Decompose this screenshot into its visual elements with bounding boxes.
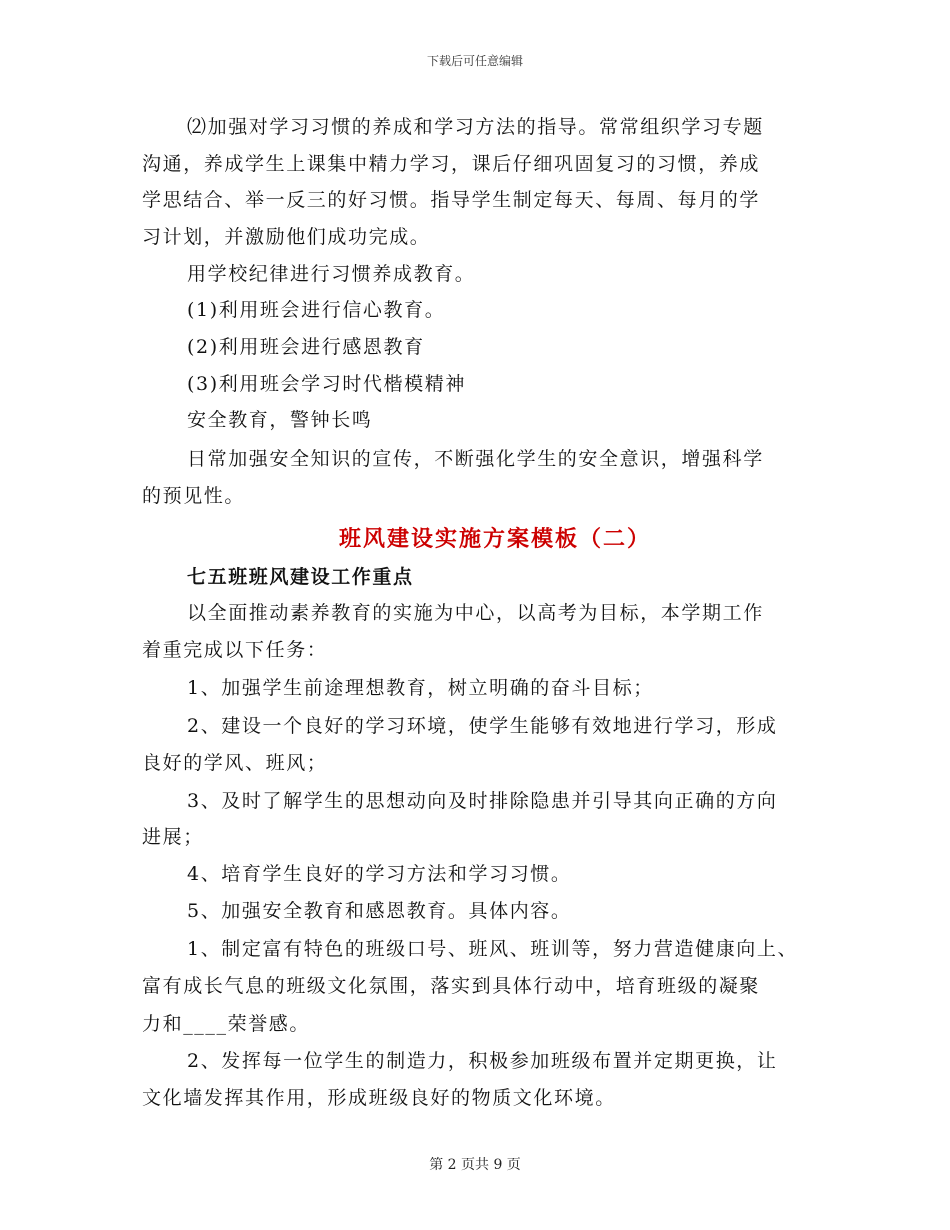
paragraph-line: 力和____荣誉感。 (142, 1013, 311, 1035)
paragraph-line: 安全教育，警钟长鸣 (187, 409, 373, 431)
paragraph-line: 用学校纪律进行习惯养成教育。 (187, 263, 476, 285)
paragraph-line: 的预见性。 (142, 485, 246, 507)
paragraph-line: 以全面推动素养教育的实施为中心，以高考为目标，本学期工作 (187, 602, 764, 624)
page-footer: 第 2 页共 9 页 (429, 1157, 521, 1173)
paragraph-line: 富有成长气息的班级文化氛围，落实到具体行动中，培育班级的凝聚 (142, 975, 761, 997)
paragraph-line: 1、加强学生前途理想教育，树立明确的奋斗目标； (187, 677, 654, 699)
subheading: 七五班班风建设工作重点 (187, 566, 414, 588)
paragraph-line: 5、加强安全教育和感恩教育。具体内容。 (187, 900, 572, 922)
paragraph-line: 1、制定富有特色的班级口号、班风、班训等，努力营造健康向上、 (187, 938, 799, 960)
paragraph-line: 2、建设一个良好的学习环境，使学生能够有效地进行学习，形成 (187, 715, 778, 737)
paragraph-line: 文化墙发挥其作用，形成班级良好的物质文化环境。 (142, 1087, 616, 1109)
paragraph-line: 习计划，并激励他们成功完成。 (142, 226, 431, 248)
paragraph-line: ⑵加强对学习习惯的养成和学习方法的指导。常常组织学习专题 (187, 116, 764, 138)
paragraph-line: 学思结合、举一反三的好习惯。指导学生制定每天、每周、每月的学 (142, 189, 761, 211)
paragraph-line: 着重完成以下任务： (142, 639, 328, 661)
paragraph-line: 日常加强安全知识的宣传，不断强化学生的安全意识，增强科学 (187, 448, 764, 470)
paragraph-line: 进展； (142, 826, 204, 848)
paragraph-line: 良好的学风、班风； (142, 752, 328, 774)
paragraph-line: 2、发挥每一位学生的制造力，积极参加班级布置并定期更换，让 (187, 1050, 778, 1072)
paragraph-line: 4、培育学生良好的学习方法和学习习惯。 (187, 863, 572, 885)
section-title: 班风建设实施方案模板（二） (338, 526, 651, 552)
page-header: 下载后可任意编辑 (426, 54, 523, 68)
paragraph-line: (1)利用班会进行信心教育。 (187, 299, 446, 321)
paragraph-line: 3、及时了解学生的思想动向及时排除隐患并引导其向正确的方向 (187, 790, 778, 812)
paragraph-line: 沟通，养成学生上课集中精力学习，课后仔细巩固复习的习惯，养成 (142, 153, 761, 175)
paragraph-line: (2)利用班会进行感恩教育 (187, 336, 425, 358)
paragraph-line: (3)利用班会学习时代楷模精神 (187, 373, 466, 395)
